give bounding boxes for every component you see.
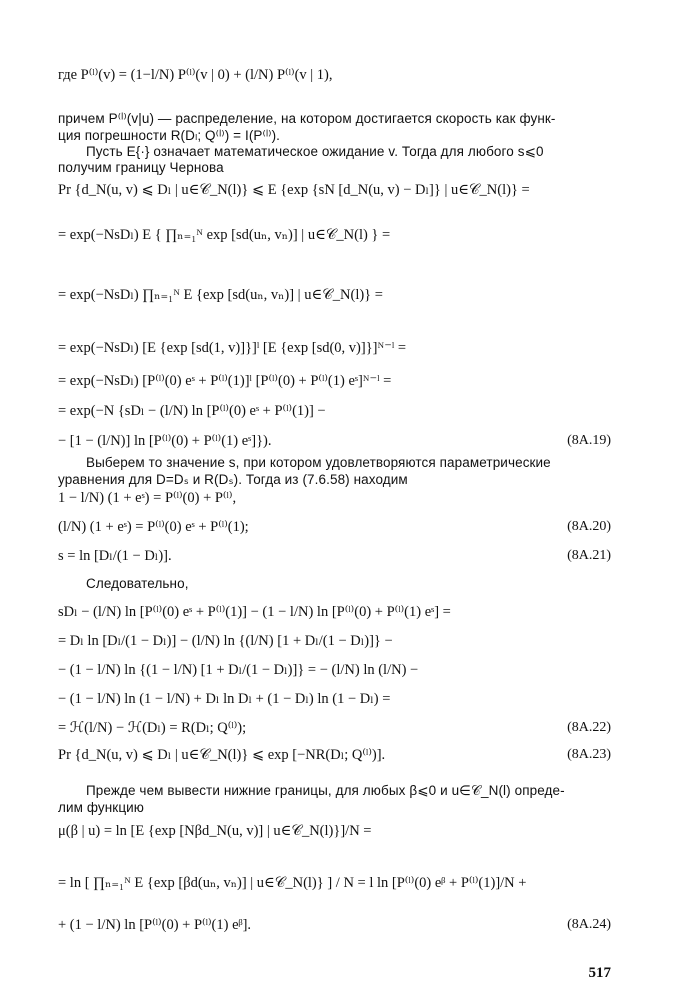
text-line-14: уравнения для D=Dₛ и R(Dₛ). Тогда из (7.6.58) находим — [58, 472, 408, 487]
text-line-18: Следовательно, — [86, 576, 189, 591]
formula-line-27: μ(β | u) = ln [E {exp [Nβd_N(u, v)] | u∈𝒞_N(l)}]/N = — [58, 823, 372, 839]
formula-line-12: − [1 − (l/N)] ln [P⁽ˡ⁾(0) + P⁽ˡ⁾(1) eˢ]}). — [58, 433, 272, 449]
page-number: 517 — [588, 965, 611, 981]
equation-number-8a22: (8A.22) — [567, 720, 611, 735]
text-line-26: лим функцию — [58, 800, 145, 815]
formula-line-21: − (1 − l/N) ln {(1 − l/N) [1 + Dₗ/(1 − Dₗ)]} = − (l/N) ln (l/N) − — [58, 662, 419, 678]
formula-line-6: Pr {d_N(u, v) ⩽ Dₗ | u∈𝒞_N(l)} ⩽ E {exp {sN [d_N(u, v) − Dₗ]} | u∈𝒞_N(l)} = — [58, 182, 530, 198]
formula-line-10: = exp(−NsDₗ) [P⁽ˡ⁾(0) eˢ + P⁽ˡ⁾(1)]ˡ [P⁽ˡ⁾(0) + P⁽ˡ⁾(1) eˢ]ᴺ⁻ˡ = — [58, 373, 392, 389]
text-line-4: Пусть E{·} означает математическое ожидание v. Тогда для любого s⩽0 — [86, 144, 544, 159]
formula-line-11: = exp(−N {sDₗ − (l/N) ln [P⁽ˡ⁾(0) eˢ + P⁽ˡ⁾(1)] − — [58, 403, 326, 419]
equation-number-8a21: (8A.21) — [567, 548, 611, 563]
equation-number-8a20: (8A.20) — [567, 519, 611, 534]
formula-line-7: = exp(−NsDₗ) E { ∏ₙ₌₁ᴺ exp [sd(uₙ, vₙ)] | u∈𝒞_N(l) } = — [58, 227, 391, 243]
formula-line-19: sDₗ − (l/N) ln [P⁽ˡ⁾(0) eˢ + P⁽ˡ⁾(1)] − (1 − l/N) ln [P⁽ˡ⁾(0) + P⁽ˡ⁾(1) eˢ] = — [58, 604, 451, 620]
formula-line-23: = ℋ(l/N) − ℋ(Dₗ) = R(Dₗ; Q⁽ˡ⁾); — [58, 720, 247, 736]
formula-line-22: − (1 − l/N) ln (1 − l/N) + Dₗ ln Dₗ + (1 − Dₗ) ln (1 − Dₗ) = — [58, 691, 391, 707]
formula-line-24: Pr {d_N(u, v) ⩽ Dₗ | u∈𝒞_N(l)} ⩽ exp [−NR(Dₗ; Q⁽ˡ⁾)]. — [58, 747, 386, 763]
equation-number-8a23: (8A.23) — [567, 747, 611, 762]
text-line-3: ция погрешности R(Dₗ; Q⁽ˡ⁾) = I(P⁽ˡ⁾). — [58, 128, 281, 143]
equation-number-8a24: (8A.24) — [567, 917, 611, 932]
text-line-2: причем P⁽ˡ⁾(v|u) — распределение, на котором достигается скорость как функ- — [58, 111, 556, 126]
formula-line-17: s = ln [Dₗ/(1 − Dₗ)]. — [58, 548, 172, 564]
formula-line-8: = exp(−NsDₗ) ∏ₙ₌₁ᴺ E {exp [sd(uₙ, vₙ)] | u∈𝒞_N(l)} = — [58, 287, 383, 303]
formula-line-28: = ln [ ∏ₙ₌₁ᴺ E {exp [βd(uₙ, vₙ)] | u∈𝒞_N(l)} ] / N = l ln [P⁽ˡ⁾(0) eᵝ + P⁽ˡ⁾(1)]/N + — [58, 875, 527, 891]
formula-line-29: + (1 − l/N) ln [P⁽ˡ⁾(0) + P⁽ˡ⁾(1) eᵝ]. — [58, 917, 252, 933]
formula-line-9: = exp(−NsDₗ) [E {exp [sd(1, v)]}]ˡ [E {exp [sd(0, v)]}]ᴺ⁻ˡ = — [58, 340, 407, 356]
formula-line-16: (l/N) (1 + eˢ) = P⁽ˡ⁾(0) eˢ + P⁽ˡ⁾(1); — [58, 519, 249, 535]
equation-number-8a19: (8A.19) — [567, 433, 611, 448]
text-line-25: Прежде чем вывести нижние границы, для любых β⩽0 и u∈𝒞_N(l) опреде- — [86, 783, 565, 798]
formula-line-20: = Dₗ ln [Dₗ/(1 − Dₗ)] − (l/N) ln {(l/N) [1 + Dₗ/(1 − Dₗ)]} − — [58, 633, 393, 649]
text-line-5: получим границу Чернова — [58, 160, 224, 175]
text-line-13: Выберем то значение s, при котором удовлетворяются параметрические — [86, 455, 551, 470]
formula-line-15: 1 − l/N) (1 + eˢ) = P⁽ˡ⁾(0) + P⁽ˡ⁾, — [58, 490, 237, 506]
formula-line-1: где P⁽ˡ⁾(v) = (1−l/N) P⁽ˡ⁾(v | 0) + (l/N) P⁽ˡ⁾(v | 1), — [58, 67, 333, 83]
